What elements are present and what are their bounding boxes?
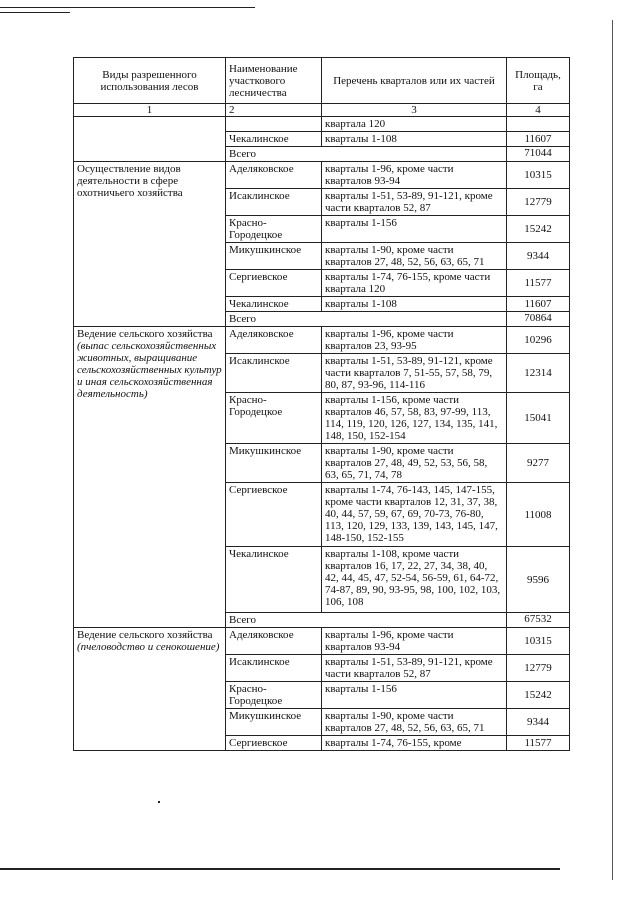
- header-area: Площадь, га: [507, 58, 570, 104]
- total-label: Всего: [226, 312, 507, 327]
- quarters-cell: кварталы 1-51, 53-89, 91-121, кроме части кварталов 52, 87: [322, 655, 507, 682]
- forestry-cell: Микушкинское: [226, 243, 322, 270]
- column-number: 1: [74, 104, 226, 117]
- quarters-cell: кварталы 1-96, кроме части кварталов 93-94: [322, 628, 507, 655]
- forestry-cell: Красно-Городецкое: [226, 682, 322, 709]
- use-type-cell: [74, 628, 226, 751]
- area-cell: 11607: [507, 297, 570, 312]
- forestry-cell: Чекалинское: [226, 297, 322, 312]
- total-label: Всего: [226, 147, 507, 162]
- area-cell: 9277: [507, 444, 570, 483]
- table-row: [74, 117, 570, 132]
- forestry-cell: [226, 117, 322, 132]
- quarters-cell: кварталы 1-96, кроме части кварталов 23, 93-95: [322, 327, 507, 354]
- use-type-title: Ведение сельского хозяйства: [77, 629, 213, 641]
- forestry-cell: Красно-Городецкое: [226, 216, 322, 243]
- area-cell: 12779: [507, 189, 570, 216]
- scan-edge-top-left: [0, 7, 255, 8]
- scan-dot: [158, 801, 160, 803]
- forestry-cell: Чекалинское: [226, 547, 322, 613]
- area-cell: [507, 117, 570, 132]
- scan-edge-bottom: [0, 868, 560, 870]
- area-cell: 15242: [507, 682, 570, 709]
- column-number: 2: [226, 104, 322, 117]
- total-area: 67532: [507, 613, 570, 628]
- quarters-cell: кварталы 1-90, кроме части кварталов 27, 48, 52, 56, 63, 65, 71: [322, 243, 507, 270]
- forestry-cell: Красно-Городецкое: [226, 393, 322, 444]
- scan-edge-top-short: [0, 12, 70, 13]
- quarters-cell: кварталы 1-74, 76-143, 145, 147-155, кроме части кварталов 12, 31, 37, 38, 40, 44, 57, 59, 67, 69, 70-73, 76-80, 113, 120, 129, 133, 139, 143, 145, 147, 148-150, 152-155: [322, 483, 507, 547]
- forestry-cell: Аделяковское: [226, 162, 322, 189]
- total-label: Всего: [226, 613, 507, 628]
- quarters-cell: кварталы 1-156: [322, 216, 507, 243]
- column-number: 4: [507, 104, 570, 117]
- quarters-cell: кварталы 1-96, кроме части кварталов 93-94: [322, 162, 507, 189]
- header-row: [74, 58, 570, 104]
- area-cell: 11577: [507, 736, 570, 751]
- quarters-cell: кварталы 1-90, кроме части кварталов 27, 48, 52, 56, 63, 65, 71: [322, 709, 507, 736]
- area-cell: 11577: [507, 270, 570, 297]
- use-type-cell: [74, 162, 226, 327]
- forestry-cell: Сергиевское: [226, 736, 322, 751]
- quarters-cell: кварталы 1-74, 76-155, кроме части квартала 120: [322, 270, 507, 297]
- quarters-cell: кварталы 1-51, 53-89, 91-121, кроме части кварталов 7, 51-55, 57, 58, 79, 80, 87, 93-96, 114-116: [322, 354, 507, 393]
- table-body: [74, 58, 570, 751]
- forestry-cell: Сергиевское: [226, 270, 322, 297]
- column-number: 3: [322, 104, 507, 117]
- quarters-cell: кварталы 1-108, кроме части кварталов 16, 17, 22, 27, 34, 38, 40, 42, 44, 45, 47, 52-54, 56-59, 61, 64-72, 74-87, 89, 90, 93-95, 98, 100, 102, 103, 106, 108: [322, 547, 507, 613]
- area-cell: 10315: [507, 628, 570, 655]
- area-cell: 12314: [507, 354, 570, 393]
- table-row: [74, 162, 570, 189]
- area-cell: 10315: [507, 162, 570, 189]
- use-type-title: Осуществление видов деятельности в сфере охотничьего хозяйства: [77, 163, 183, 199]
- quarters-cell: кварталы 1-156: [322, 682, 507, 709]
- quarters-cell: кварталы 1-108: [322, 297, 507, 312]
- forestry-cell: Аделяковское: [226, 628, 322, 655]
- area-cell: 12779: [507, 655, 570, 682]
- area-cell: 9344: [507, 709, 570, 736]
- header-quarters: Перечень кварталов или их частей: [322, 58, 507, 104]
- table-row: [74, 327, 570, 354]
- header-forestry: Наименование участкового лесничества: [226, 58, 322, 104]
- area-cell: 15242: [507, 216, 570, 243]
- total-area: 71044: [507, 147, 570, 162]
- quarters-cell: кварталы 1-74, 76-155, кроме: [322, 736, 507, 751]
- forestry-cell: Чекалинское: [226, 132, 322, 147]
- total-area: 70864: [507, 312, 570, 327]
- area-cell: 10296: [507, 327, 570, 354]
- forestry-cell: Микушкинское: [226, 709, 322, 736]
- area-cell: 11607: [507, 132, 570, 147]
- quarters-cell: кварталы 1-108: [322, 132, 507, 147]
- header-use-type: Виды разрешенного использования лесов: [74, 58, 226, 104]
- use-type-note: (пчеловодство и сенокошение): [77, 641, 220, 653]
- quarters-cell: квартала 120: [322, 117, 507, 132]
- forestry-cell: Исаклинское: [226, 189, 322, 216]
- quarters-cell: кварталы 1-51, 53-89, 91-121, кроме части кварталов 52, 87: [322, 189, 507, 216]
- forestry-cell: Микушкинское: [226, 444, 322, 483]
- forestry-cell: Сергиевское: [226, 483, 322, 547]
- use-type-cell: [74, 327, 226, 628]
- table-row: [74, 628, 570, 655]
- quarters-cell: кварталы 1-156, кроме части кварталов 46, 57, 58, 83, 97-99, 113, 114, 119, 120, 126, 127, 134, 135, 141, 148, 150, 152-154: [322, 393, 507, 444]
- area-cell: 15041: [507, 393, 570, 444]
- forest-use-table: [73, 57, 570, 751]
- quarters-cell: кварталы 1-90, кроме части кварталов 27, 48, 49, 52, 53, 56, 58, 63, 65, 71, 74, 78: [322, 444, 507, 483]
- area-cell: 11008: [507, 483, 570, 547]
- use-type-cell: [74, 117, 226, 162]
- use-type-note: (выпас сельскохозяйственных животных, выращивание сельскохозяйственных культур и иная сельскохозяйственная деятельность): [77, 340, 222, 400]
- scan-edge-right: [612, 20, 613, 880]
- use-type-title: Ведение сельского хозяйства: [77, 328, 213, 340]
- forestry-cell: Исаклинское: [226, 354, 322, 393]
- forestry-cell: Исаклинское: [226, 655, 322, 682]
- forestry-cell: Аделяковское: [226, 327, 322, 354]
- column-number-row: [74, 104, 570, 117]
- area-cell: 9344: [507, 243, 570, 270]
- area-cell: 9596: [507, 547, 570, 613]
